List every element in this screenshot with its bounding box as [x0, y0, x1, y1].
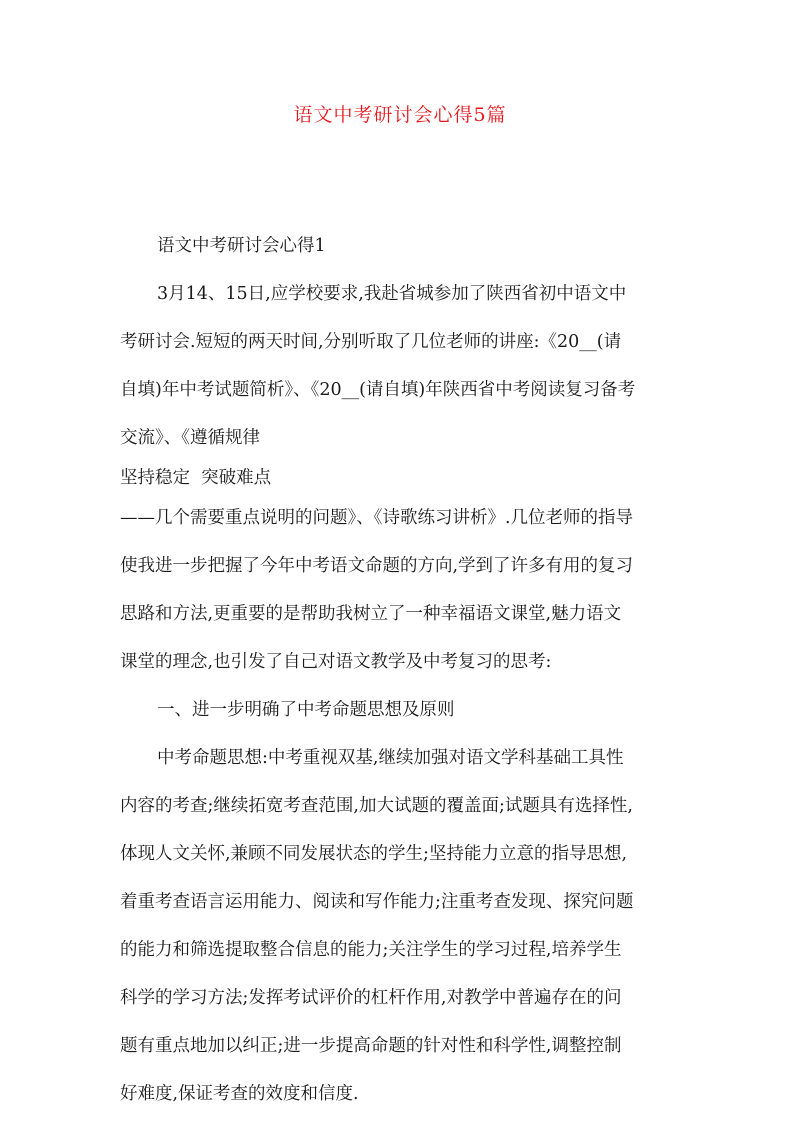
- paragraph-3: [120, 500, 690, 680]
- paragraph-1-line: 自填)年中考试题简析》、《20__(请自填)年陕西省中考阅读复习备考: [120, 380, 636, 400]
- paragraph-4-line: 的能力和筛选提取整合信息的能力;关注学生的学习过程,培养学生: [120, 940, 622, 960]
- document-title: 语文中考研讨会心得5篇: [293, 104, 507, 126]
- section-heading: 语文中考研讨会心得1: [157, 236, 326, 256]
- paragraph-3-line: 课堂的理念,也引发了自己对语文教学及中考复习的思考:: [120, 652, 552, 672]
- subheading-1: 一、进一步明确了中考命题思想及原则: [157, 700, 455, 720]
- paragraph-4-line: 体现人文关怀,兼顾不同发展状态的学生;坚持能力立意的指导思想,: [120, 844, 628, 864]
- paragraph-3-line: 使我进一步把握了今年中考语文命题的方向,学到了许多有用的复习: [120, 556, 634, 576]
- paragraph-1-line: 考研讨会.短短的两天时间,分别听取了几位老师的讲座:《20__(请: [120, 332, 622, 352]
- paragraph-4-line: 题有重点地加以纠正;进一步提高命题的针对性和科学性,调整控制: [120, 1036, 622, 1056]
- paragraph-1: [120, 276, 690, 456]
- paragraph-4-line: 好难度,保证考查的效度和信度.: [120, 1084, 359, 1104]
- paragraph-3-line: 思路和方法,更重要的是帮助我树立了一种幸福语文课堂,魅力语文: [120, 604, 622, 624]
- paragraph-4-line: 科学的学习方法;发挥考试评价的杠杆作用,对教学中普遍存在的问: [120, 988, 622, 1008]
- paragraph-4-line: 中考命题思想:中考重视双基,继续加强对语文学科基础工具性: [157, 748, 624, 768]
- paragraph-4-line: 着重考查语言运用能力、阅读和写作能力;注重考查发现、探究问题: [120, 892, 634, 912]
- document-body: [120, 228, 690, 1112]
- paragraph-1-line: 3月14、15日,应学校要求,我赴省城参加了陕西省初中语文中: [157, 284, 627, 304]
- paragraph-2: 坚持稳定 突破难点: [120, 468, 272, 488]
- paragraph-3-line: ——几个需要重点说明的问题》、《诗歌练习讲析》.几位老师的指导: [120, 508, 634, 528]
- paragraph-1-line: 交流》、《遵循规律: [120, 428, 260, 448]
- paragraph-4: [120, 740, 690, 1112]
- paragraph-4-line: 内容的考查;继续拓宽考查范围,加大试题的覆盖面;试题具有选择性,: [120, 796, 633, 816]
